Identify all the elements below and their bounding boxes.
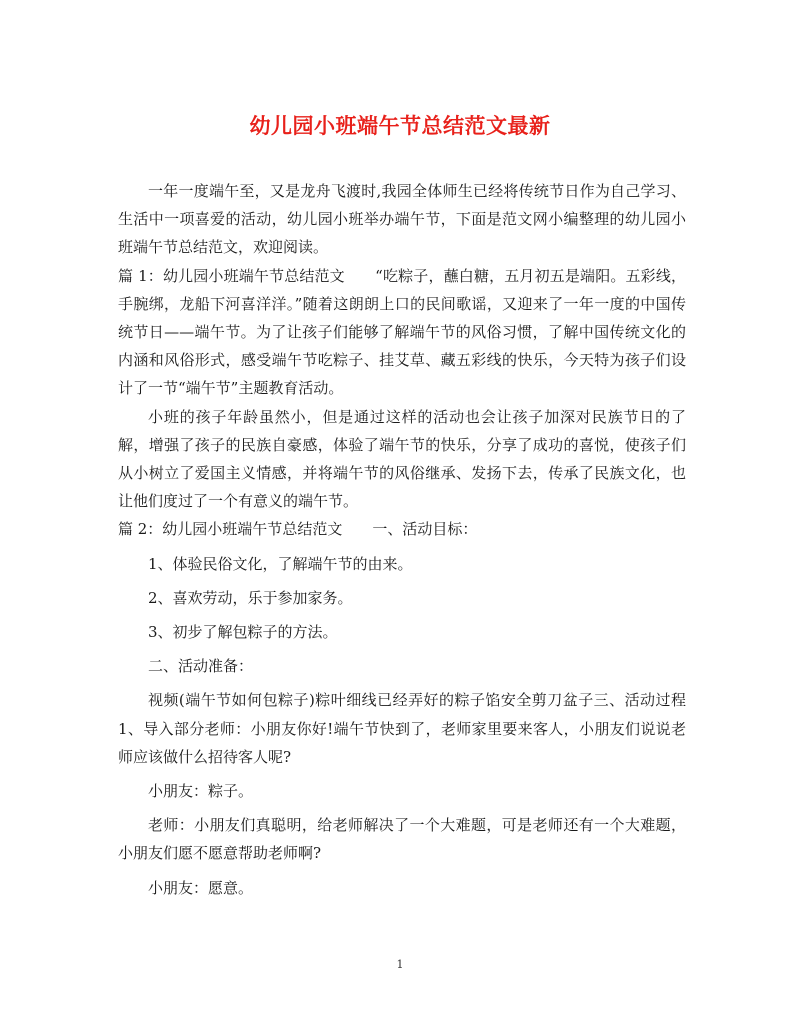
goal-item-1: 1、体验民俗文化，了解端午节的由来。	[148, 554, 413, 573]
goal-item-3: 3、初步了解包粽子的方法。	[148, 623, 338, 642]
preparation-heading: 二、活动准备：	[148, 657, 254, 676]
page-number: 1	[396, 958, 404, 971]
document-title: 幼儿园小班端午节总结范文最新	[249, 113, 551, 138]
intro-paragraph: 一年一度端午至，又是龙舟飞渡时,我园全体师生已经将传统节日作为自己学习、生活中一项喜爱的活动，幼儿园小班举办端午节，下面是范文网小编整理的幼儿园小班端午节总结范文，欢迎阅读。	[118, 182, 686, 257]
process-paragraph: 视频(端午节如何包粽子)粽叶细线已经弄好的粽子馅安全剪刀盆子三、活动过程 1、导入部分老师：小朋友你好!端午节快到了，老师家里要来客人，小朋友们说说老师应该做什么招待客人呢?	[118, 691, 686, 766]
goal-item-2: 2、喜欢劳动，乐于参加家务。	[148, 588, 353, 607]
article-1-paragraph: 篇 1：幼儿园小班端午节总结范文 “吃粽子，蘸白糖，五月初五是端阳。五彩线，手腕绑，龙船下河喜洋洋。”随着这朗朗上口的民间歌谣，又迎来了一年一度的中国传统节日——端午节。为了让孩子们能够了解端午节的风俗习惯，了解中国传统文化的内涵和风俗形式，感受端午节吃粽子、挂艾草、藏五彩线的快乐，今天特为孩子们设计了一节“端午节”主题教育活动。	[118, 266, 686, 398]
document-body	[118, 177, 686, 902]
dialogue-child-2: 小朋友：愿意。	[148, 878, 254, 897]
article-2-heading: 篇 2：幼儿园小班端午节总结范文 一、活动目标：	[118, 520, 478, 539]
article-1-summary-paragraph: 小班的孩子年龄虽然小，但是通过这样的活动也会让孩子加深对民族节日的了解，增强了孩子的民族自豪感，体验了端午节的快乐，分享了成功的喜悦，使孩子们从小树立了爱国主义情感，并将端午节的风俗继承、发扬下去，传承了民族文化，也让他们度过了一个有意义的端午节。	[118, 407, 686, 511]
dialogue-teacher: 老师：小朋友们真聪明，给老师解决了一个大难题，可是老师还有一个大难题，小朋友们愿不愿意帮助老师啊?	[118, 816, 686, 863]
dialogue-child-1: 小朋友：粽子。	[148, 782, 254, 801]
